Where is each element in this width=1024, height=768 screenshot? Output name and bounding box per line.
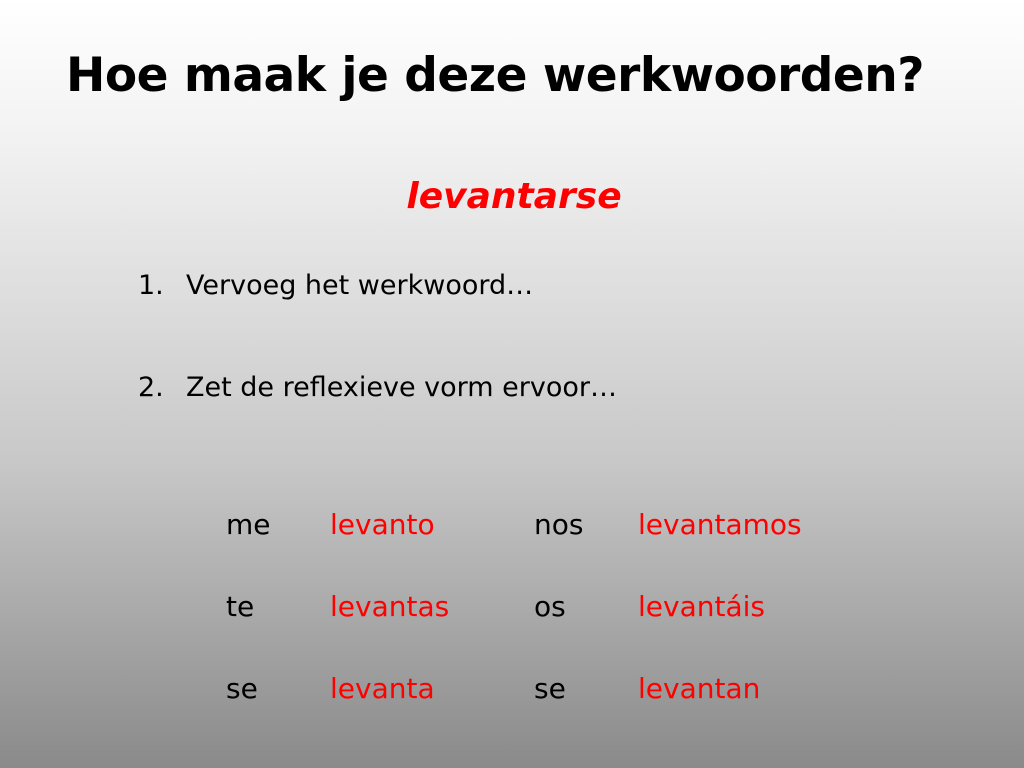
step-number: 1. bbox=[138, 270, 164, 301]
pronoun-plural: os bbox=[534, 590, 566, 623]
verb-form-singular: levantas bbox=[330, 590, 450, 623]
verb-form-singular: levanta bbox=[330, 672, 435, 705]
pronoun-plural: se bbox=[534, 672, 566, 705]
step-item bbox=[138, 372, 617, 403]
pronoun-singular: se bbox=[226, 672, 258, 705]
step-item bbox=[138, 270, 533, 301]
infinitive-verb: levantarse bbox=[406, 176, 622, 217]
step-text: Vervoeg het werkwoord… bbox=[186, 270, 534, 301]
pronoun-singular: me bbox=[226, 508, 271, 541]
verb-form-singular: levanto bbox=[330, 508, 435, 541]
verb-form-plural: levantáis bbox=[638, 590, 765, 623]
slide-title: Hoe maak je deze werkwoorden? bbox=[66, 48, 925, 103]
step-text: Zet de reflexieve vorm ervoor… bbox=[186, 372, 617, 403]
pronoun-plural: nos bbox=[534, 508, 584, 541]
step-number: 2. bbox=[138, 372, 164, 403]
verb-form-plural: levantan bbox=[638, 672, 761, 705]
pronoun-singular: te bbox=[226, 590, 255, 623]
verb-form-plural: levantamos bbox=[638, 508, 802, 541]
